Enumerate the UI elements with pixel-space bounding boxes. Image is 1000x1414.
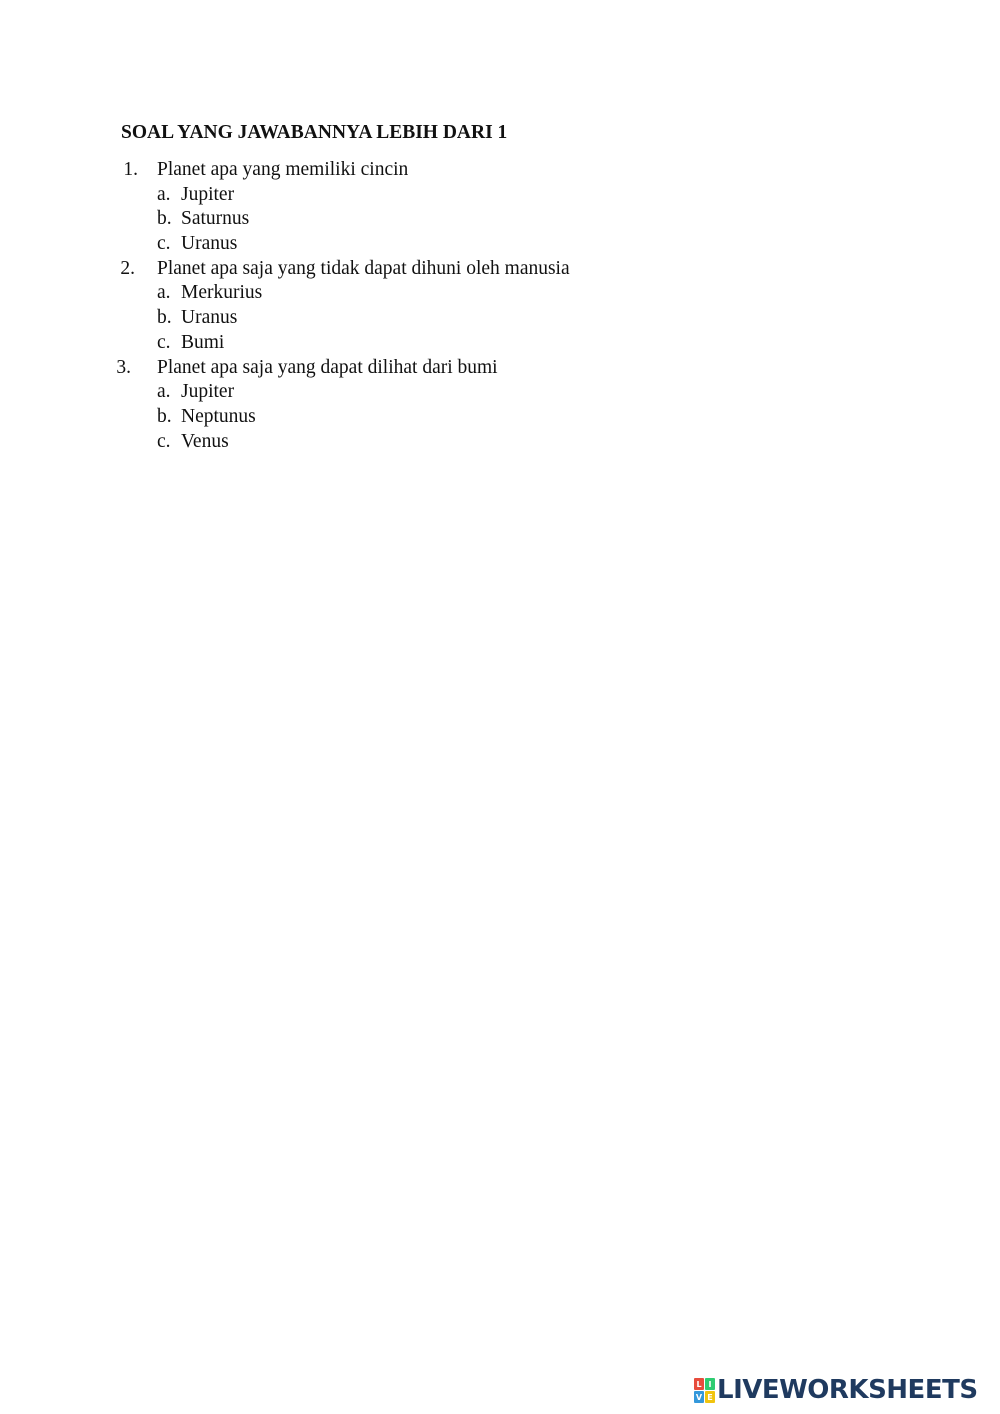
logo-icon-cell: I [705, 1378, 715, 1390]
question-number: 2. [120, 257, 135, 279]
option-letter: a. [157, 183, 171, 205]
logo-text: LIVEWORKSHEETS [717, 1375, 978, 1405]
option-letter: c. [157, 430, 171, 452]
option-letter: b. [157, 208, 172, 230]
question-number: 3. [116, 356, 131, 378]
option-text: Venus [181, 430, 229, 452]
option-item [0, 380, 1000, 405]
option-letter: b. [157, 307, 172, 329]
option-text: Uranus [181, 233, 238, 255]
option-item [0, 405, 1000, 430]
option-item [0, 232, 1000, 257]
option-text: Bumi [181, 331, 225, 353]
question-2 [0, 257, 1000, 356]
question-text: Planet apa saja yang tidak dapat dihuni oleh manusia [157, 257, 570, 279]
option-letter: a. [157, 381, 171, 403]
option-item [0, 430, 1000, 455]
question-line [0, 356, 1000, 381]
option-letter: a. [157, 282, 171, 304]
question-3 [0, 356, 1000, 455]
page-title: SOAL YANG JAWABANNYA LEBIH DARI 1 [121, 122, 508, 143]
option-text: Uranus [181, 307, 238, 329]
option-item [0, 331, 1000, 356]
question-line [0, 257, 1000, 282]
logo-icon [694, 1378, 714, 1402]
option-item [0, 183, 1000, 208]
option-text: Neptunus [181, 405, 256, 427]
option-text: Jupiter [181, 381, 235, 403]
question-1 [0, 158, 1000, 257]
logo-icon-cell: L [694, 1378, 704, 1390]
question-number: 1. [123, 159, 138, 180]
option-text: Saturnus [181, 208, 250, 230]
option-item [0, 207, 1000, 232]
logo-icon-cell: E [705, 1391, 715, 1403]
option-item [0, 306, 1000, 331]
option-letter: c. [157, 331, 171, 353]
question-line [0, 158, 1000, 183]
option-letter: c. [157, 233, 171, 255]
option-text: Jupiter [181, 183, 235, 205]
logo-icon-cell: V [695, 1392, 703, 1402]
option-item [0, 281, 1000, 306]
option-letter: b. [157, 405, 172, 427]
question-text: Planet apa saja yang dapat dilihat dari bumi [157, 356, 498, 378]
question-list [0, 158, 1000, 454]
question-text: Planet apa yang memiliki cincin [157, 159, 409, 180]
option-text: Merkurius [181, 282, 263, 304]
liveworksheets-logo [694, 1374, 978, 1406]
